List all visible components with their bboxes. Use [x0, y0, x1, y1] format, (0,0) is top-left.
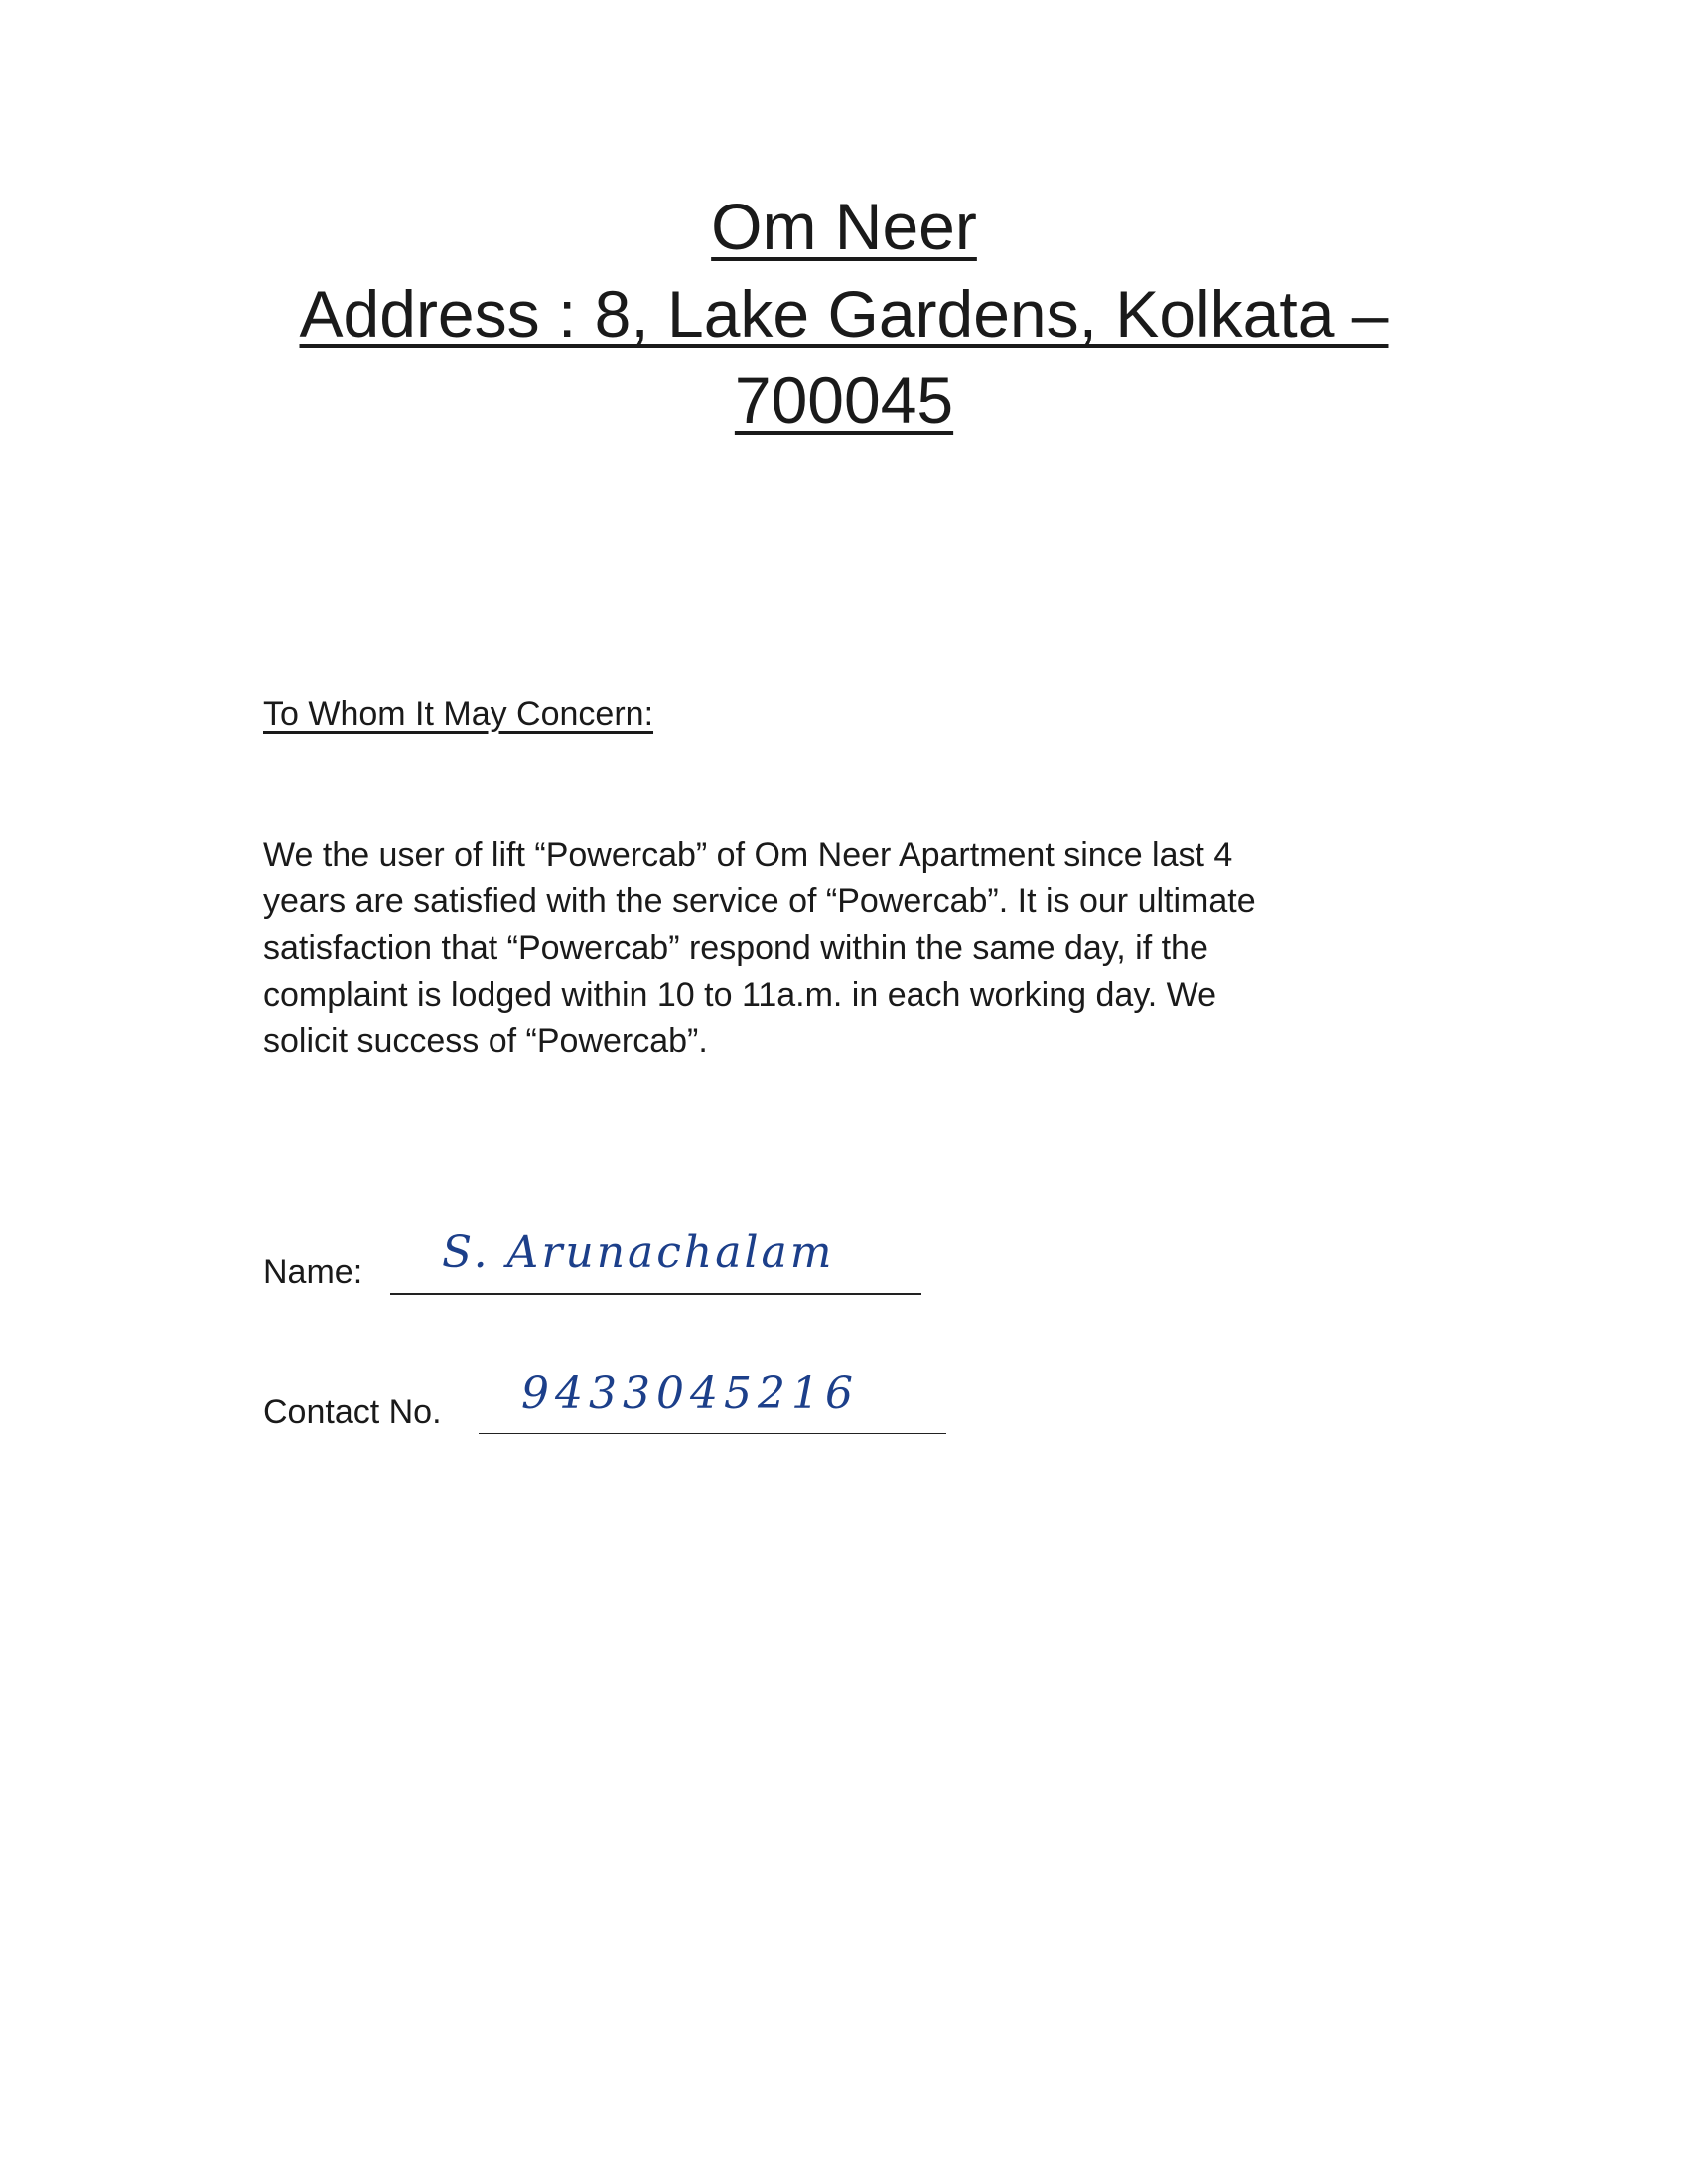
salutation: To Whom It May Concern:: [263, 695, 654, 733]
contact-underline: [479, 1433, 946, 1434]
body-paragraph: [263, 832, 1504, 1065]
document-title: Om Neer: [711, 190, 977, 263]
body-line: We the user of lift “Powercab” of Om Neer Apartment since last 4: [263, 836, 1233, 874]
body-line: satisfaction that “Powercab” respond within the same day, if the: [263, 929, 1208, 967]
name-underline: [390, 1293, 921, 1295]
name-label: Name:: [263, 1253, 363, 1291]
body-line: solicit success of “Powercab”.: [263, 1023, 708, 1060]
address-line-2: 700045: [734, 363, 954, 437]
body-line: years are satisfied with the service of “Powercab”. It is our ultimate: [263, 883, 1256, 920]
body-line: complaint is lodged within 10 to 11a.m. in each working day. We: [263, 976, 1217, 1014]
contact-label: Contact No.: [263, 1393, 442, 1431]
name-handwritten: S. Arunachalam: [442, 1227, 835, 1278]
contact-handwritten: 9433045216: [521, 1368, 859, 1419]
address-line-1: Address : 8, Lake Gardens, Kolkata –: [299, 277, 1389, 350]
